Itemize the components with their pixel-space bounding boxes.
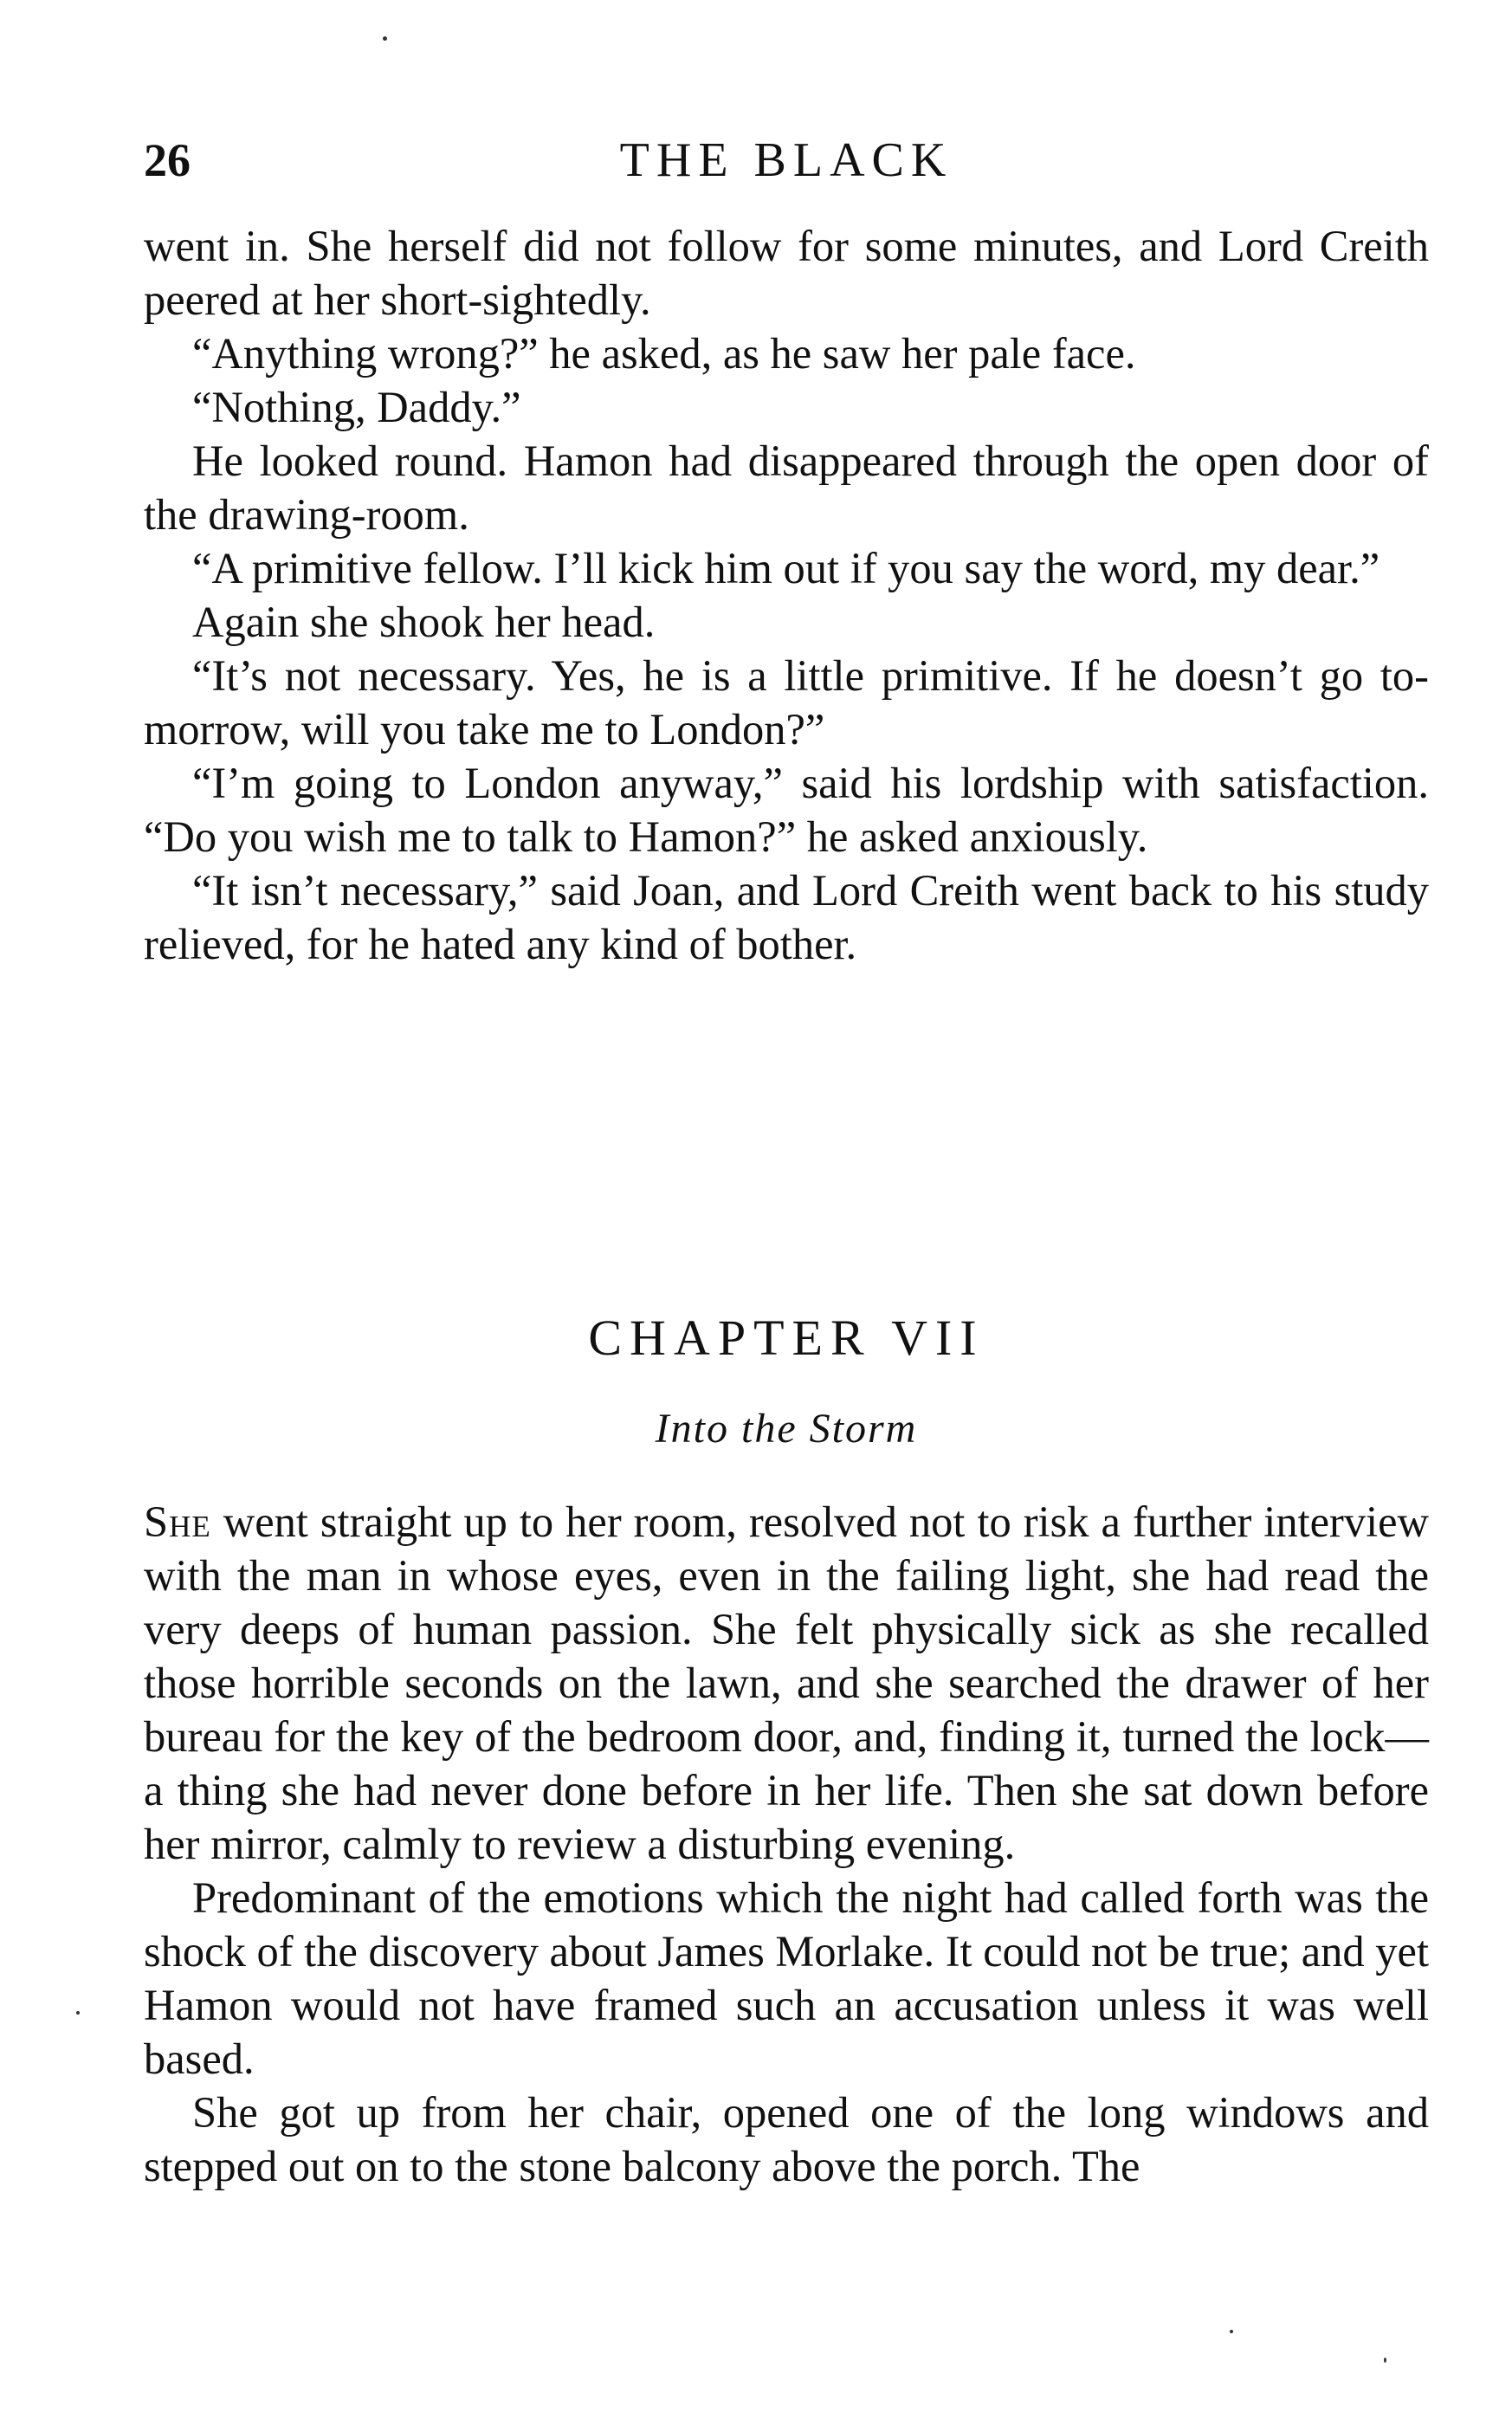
chapter-title: CHAPTER VII [588,1310,985,1366]
paragraph: She got up from her chair, opened one of the long windows and stepped out on to the stone balcony above the porch. The [144,2088,1429,2190]
paragraph: “It’s not necessary. Yes, he is a little primitive. If he doesn’t go to-morrow, will you take me to London?” [144,651,1429,754]
print-speck [1384,2358,1386,2363]
print-speck [383,36,387,41]
opening-word: She [144,1497,211,1546]
paragraph: “Nothing, Daddy.” [192,383,521,431]
chapter-opening-paragraph [144,1495,1429,1871]
paragraph: He looked round. Hamon had disappeared through the open door of the drawing-room. [144,437,1429,539]
top-text-block [144,219,1429,971]
paragraph: “I’m going to London anyway,” said his lordship with satisfaction. “Do you wish me to talk to Hamon?” he asked anxiously. [144,759,1429,861]
paragraph: “A primitive fellow. I’ll kick him out if you say the word, my dear.” [192,544,1380,592]
paragraph: went in. She herself did not follow for some minutes, and Lord Creith peered at her short-sightedly. [144,222,1429,324]
running-head: THE BLACK [619,133,953,187]
paragraph: “Anything wrong?” he asked, as he saw her pale face. [192,329,1136,378]
page-number: 26 [144,134,191,186]
opening-paragraph-text: went straight up to her room, resolved not to risk a further interview with the man in whose eyes, even in the failing light, she had read the very deeps of human passion. She felt physically sick as she recalled those horrible seconds on the lawn, and she searched the drawer of her bureau for the key of the bedroom door, and, finding it, turned the lock—a thing she had never done before in her life. Then she sat down before her mirror, calmly to review a disturbing evening. [144,1497,1429,1868]
paragraph: “It isn’t necessary,” said Joan, and Lord Creith went back to his study relieved, for he hated any kind of bother. [144,866,1429,968]
print-speck [1230,2330,1233,2333]
chapter-text-block [144,1495,1429,2193]
paragraph: Predominant of the emotions which the night had called forth was the shock of the discovery about James Morlake. It could not be true; and yet Hamon would not have framed such an accusation unless it was well based. [144,1873,1429,2083]
print-speck [76,2011,80,2015]
paragraph: Again she shook her head. [192,598,656,646]
chapter-subtitle: Into the Storm [655,1406,918,1452]
page-header [144,130,1429,191]
